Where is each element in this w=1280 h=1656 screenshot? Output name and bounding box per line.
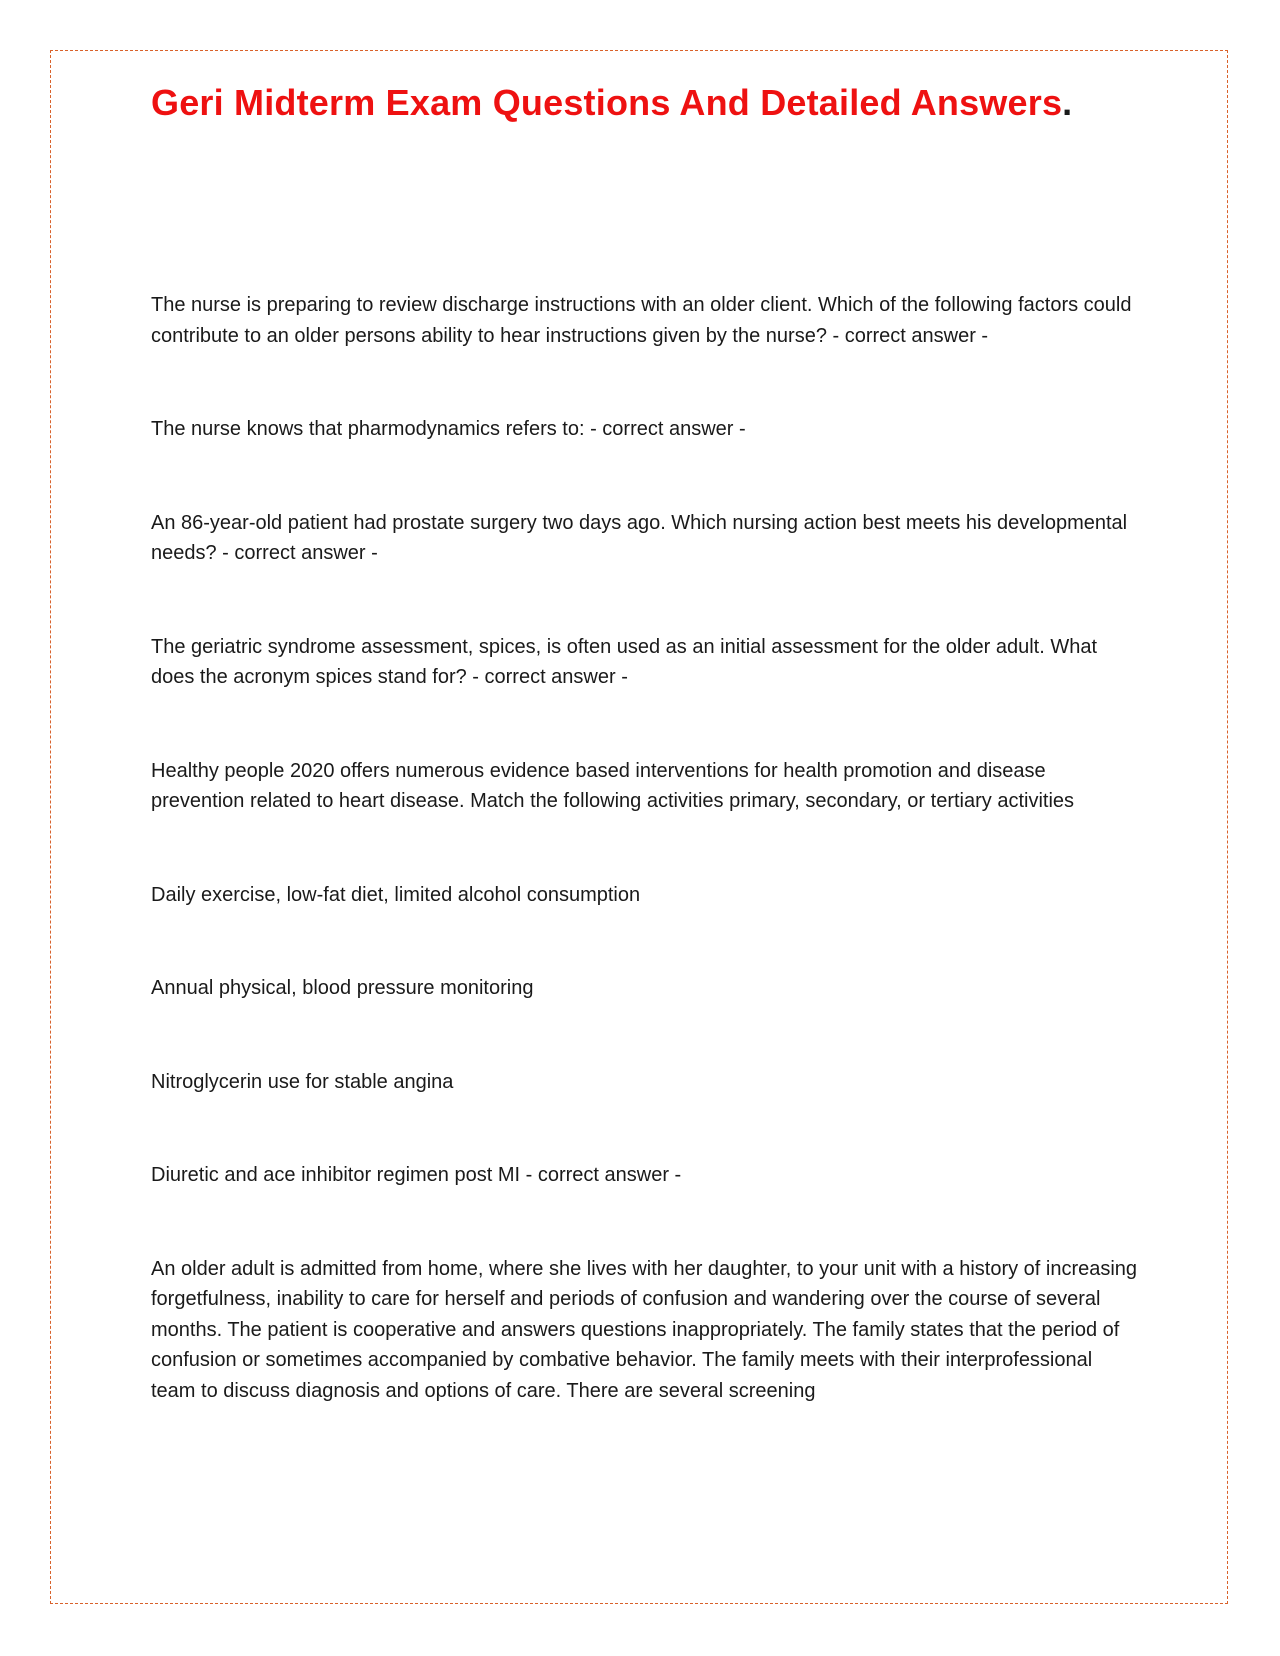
question-pharmodynamics: The nurse knows that pharmodynamics refers to: - correct answer - [151, 418, 746, 440]
question-healthy-people: Healthy people 2020 offers numerous evidence based interventions for health promotion and disease prevention related to heart disease. Match the following activities primary, secondary, or tertiary activities [151, 759, 1075, 812]
activity-primary: Daily exercise, low-fat diet, limited alcohol consumption [151, 883, 641, 906]
question-dementia-case: An older adult is admitted from home, where she lives with her daughter, to your unit with a history of increasing forgetfulness, inability to care for herself and periods of confusion and wandering over the course of several months. The patient is cooperative and answers questions inappropriately. The family states that the period of confusion or sometimes accompanied by combative behavior. The family meets with their interprofessional team to discuss diagnosis and options of care. There are several screening [151, 1257, 1138, 1402]
question-prostate-surgery: An 86-year-old patient had prostate surgery two days ago. Which nursing action best meets his developmental needs? - correct answer - [151, 511, 1128, 564]
question-list [151, 290, 1141, 1406]
page-title [151, 78, 1141, 128]
document-content [151, 78, 1141, 1406]
activity-secondary: Annual physical, blood pressure monitoring [151, 977, 534, 999]
title-text: Geri Midterm Exam Questions And Detailed Answers [151, 82, 1063, 123]
question-hearing: The nurse is preparing to review discharge instructions with an older client. Which of the following factors could contribute to an older persons ability to hear instructions given by the nurse? - correct answer - [151, 294, 1132, 347]
title-period: . [1062, 82, 1073, 123]
activity-tertiary-post-mi: Diuretic and ace inhibitor regimen post MI - correct answer - [151, 1164, 682, 1186]
question-spices: The geriatric syndrome assessment, spices, is often used as an initial assessment for the older adult. What does the acronym spices stand for? - correct answer - [151, 635, 1097, 688]
activity-tertiary-angina: Nitroglycerin use for stable angina [151, 1070, 454, 1093]
